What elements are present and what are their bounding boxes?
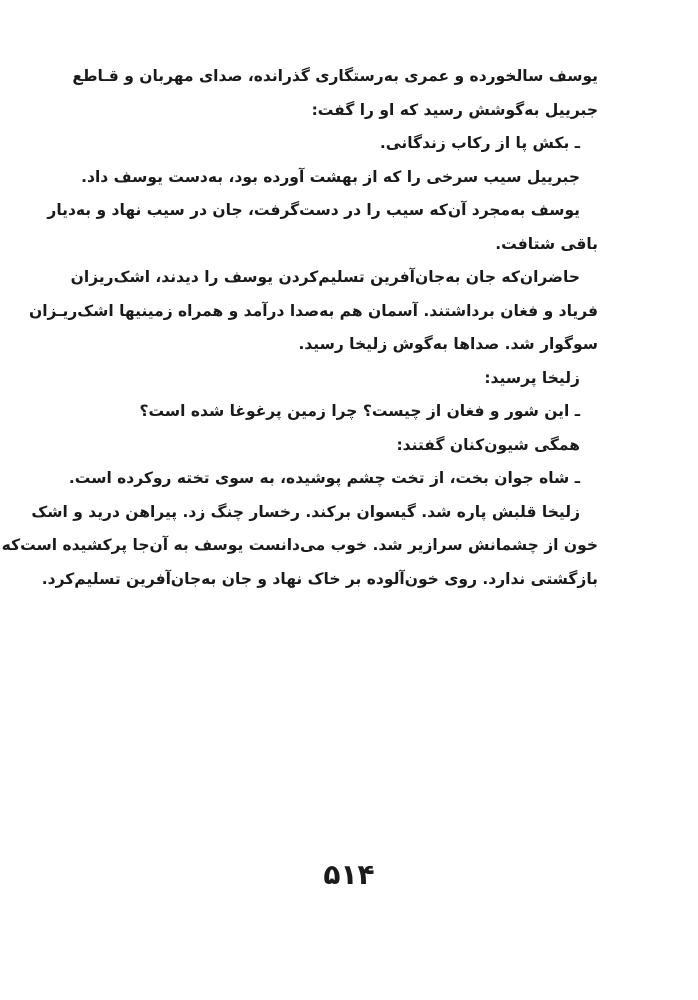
dialogue-line: ـ بکش پا از رکاب زندگانی. bbox=[379, 134, 580, 152]
text-line: حاضران‌که جان به‌جان‌آفرین تسلیم‌کردن یوسف را دیدند، اشک‌ریزان bbox=[70, 268, 580, 286]
text-line: جبرییل به‌گوشش رسید که او را گفت: bbox=[311, 100, 598, 119]
text-line: سوگوار شد. صداها به‌گوش زلیخا رسید. bbox=[298, 335, 598, 353]
text-line: زلیخا پرسید: bbox=[484, 368, 580, 387]
page-number: ۵۱۴ bbox=[323, 858, 375, 891]
body-text bbox=[1, 60, 598, 596]
dialogue-line: ـ این شور و فغان از چیست؟ چرا زمین پرغوغا شده است؟ bbox=[139, 402, 580, 420]
text-line: جبرییل سیب سرخی را که از بهشت آورده بود، به‌دست یوسف داد. bbox=[81, 167, 580, 186]
text-line: یوسف سالخورده و عمری به‌رستگاری گذرانده، صدای مهربان و قـاطع bbox=[72, 67, 598, 85]
text-line: یوسف به‌مجرد آن‌که سیب را در دست‌گرفت، جان در سیب نهاد و به‌دیار bbox=[47, 201, 580, 219]
dialogue-line: ـ شاه جوان بخت، از تخت چشم پوشیده، به سوی تخته روکرده است. bbox=[68, 469, 580, 487]
text-line: همگی شیون‌کنان گفتند: bbox=[396, 435, 580, 454]
text-line: خون از چشمانش سرازیر شد. خوب می‌دانست یوسف به آن‌جا پرکشیده است‌که bbox=[1, 536, 598, 554]
text-line: زلیخا قلبش پاره شد. گیسوان برکند. رخسار چنگ زد. پیراهن درید و اشک bbox=[31, 502, 580, 521]
text-line: بازگشتی ندارد. روی خون‌آلوده بر خاک نهاد و جان به‌جان‌آفرین تسلیم‌کرد. bbox=[41, 569, 598, 588]
text-line: باقی شتافت. bbox=[495, 234, 598, 253]
text-line: فریاد و فغان برداشتند. آسمان هم به‌صدا درآمد و همراه زمینیها اشک‌ریـزان bbox=[29, 301, 598, 320]
